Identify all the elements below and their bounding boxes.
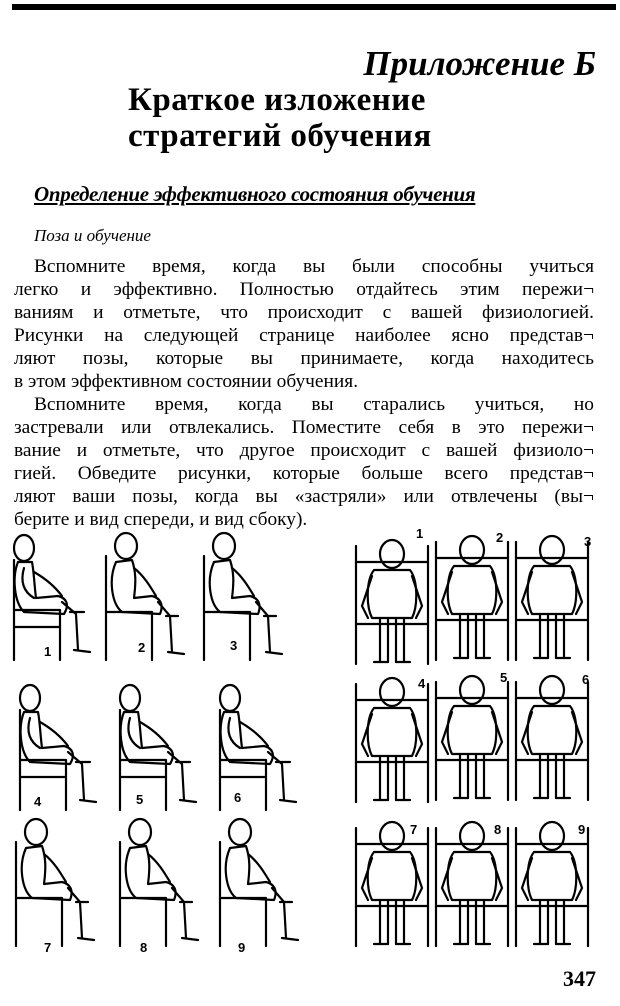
side-number-6: 6 — [234, 790, 242, 805]
paragraph-2-line: ляют ваши позы, когда вы «застряли» или отвлечены (вы¬ — [14, 486, 594, 507]
front-figure-9 — [516, 822, 588, 946]
paragraph-1-line: в этом эффективном состоянии обучения. — [14, 371, 359, 392]
side-figure-4 — [20, 685, 96, 810]
front-number-9: 9 — [578, 822, 586, 837]
front-number-3: 3 — [584, 534, 592, 549]
front-number-1: 1 — [416, 526, 424, 541]
paragraph-1-line: легко и эффективно. Полностью отдайтесь этим пережи¬ — [14, 279, 594, 300]
front-number-7: 7 — [410, 822, 418, 837]
front-view-figures — [356, 526, 591, 946]
side-number-7: 7 — [44, 940, 52, 955]
title-line-1: Краткое изложение — [128, 82, 426, 118]
side-figure-6 — [220, 685, 296, 810]
posture-illustrations — [0, 522, 620, 962]
page-number: 347 — [563, 966, 596, 991]
side-figure-7 — [16, 819, 94, 946]
side-number-9: 9 — [238, 940, 246, 955]
front-figure-6 — [516, 676, 588, 800]
paragraph-2 — [14, 393, 594, 531]
side-figure-3 — [204, 533, 282, 660]
side-figure-9 — [220, 819, 298, 946]
front-figure-8 — [436, 822, 508, 946]
front-figure-2 — [436, 536, 508, 660]
paragraph-1-line: Вспомните время, когда вы были способны учиться — [34, 256, 594, 277]
side-view-figures — [14, 533, 298, 955]
paragraph-1-line: ваниям и отметьте, что происходит с вашей физиологией. — [14, 302, 594, 323]
paragraph-2-line: берите и вид спереди, и вид сбоку). — [14, 509, 308, 530]
front-figure-7 — [356, 822, 428, 946]
side-figure-5 — [120, 685, 196, 810]
section-heading: Определение эффективного состояния обучения — [34, 182, 476, 206]
side-number-2: 2 — [138, 640, 146, 655]
side-figure-1 — [14, 535, 90, 660]
front-number-8: 8 — [494, 822, 502, 837]
front-figure-3 — [516, 536, 588, 660]
appendix-label: Приложение Б — [363, 44, 596, 83]
side-number-4: 4 — [34, 794, 42, 809]
title-line-2: стратегий обучения — [128, 118, 432, 154]
paragraph-2-line: вание и отметьте, что другое происходит с вашей физиоло¬ — [14, 440, 594, 461]
front-number-4: 4 — [418, 676, 426, 691]
front-number-5: 5 — [500, 670, 508, 685]
top-rule — [12, 4, 616, 10]
side-number-8: 8 — [140, 940, 148, 955]
paragraph-2-line: Вспомните время, когда вы старались учиться, но — [34, 394, 594, 415]
front-figure-4 — [356, 678, 428, 802]
paragraph-1-line: ляют позы, которые вы принимаете, когда находитесь — [14, 348, 594, 369]
side-figure-8 — [120, 819, 198, 946]
paragraph-2-line: застревали или отвлекались. Поместите себя в это пережи¬ — [14, 417, 594, 438]
side-number-3: 3 — [230, 638, 238, 653]
side-number-5: 5 — [136, 792, 144, 807]
front-figure-5 — [436, 676, 508, 800]
side-number-1: 1 — [44, 644, 52, 659]
page-title — [128, 82, 432, 154]
subsection-heading: Поза и обучение — [34, 226, 151, 245]
front-number-2: 2 — [496, 530, 504, 545]
paragraph-1-line: Рисунки на следующей странице наиболее ясно представ¬ — [14, 325, 594, 346]
front-number-6: 6 — [582, 672, 590, 687]
paragraph-2-line: гией. Обведите рисунки, которые больше всего представ¬ — [14, 463, 594, 484]
paragraph-1 — [14, 255, 594, 393]
front-figure-1 — [356, 540, 428, 664]
